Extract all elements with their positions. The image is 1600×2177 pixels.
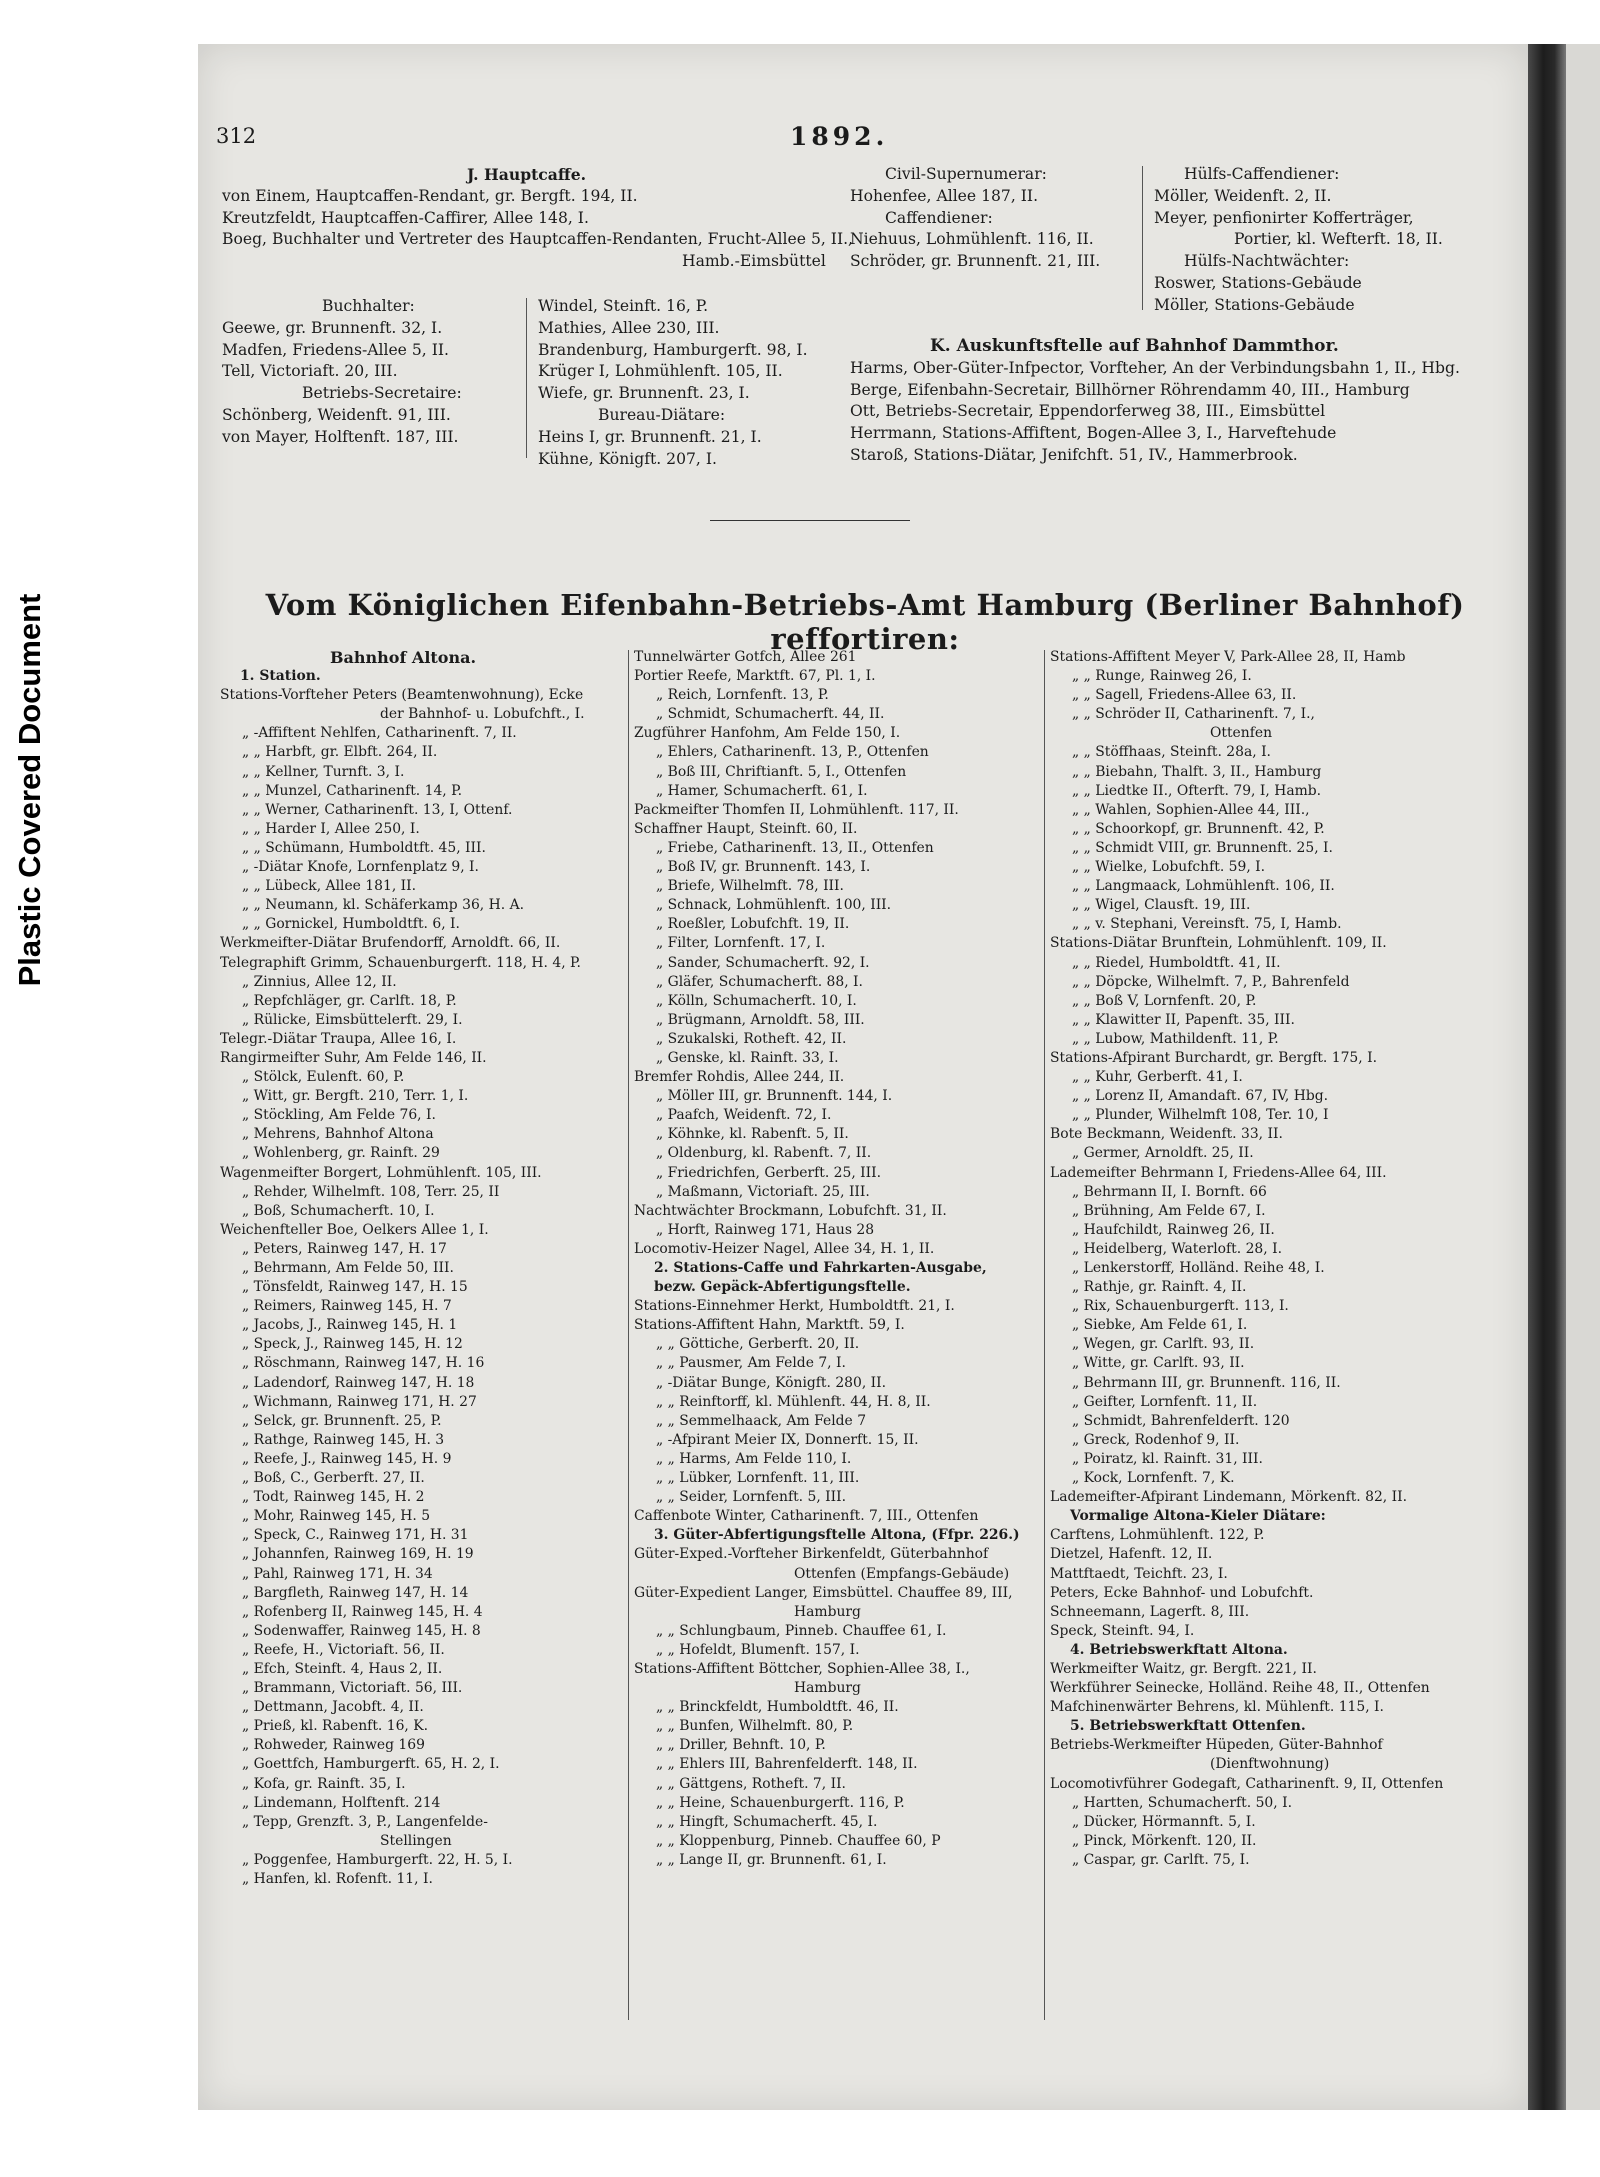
- list-item: Stations-Diätar Brunftein, Lohmühlenft. 109, II.: [1050, 935, 1387, 952]
- list-item: „ Kock, Lornfenft. 7, K.: [1072, 1470, 1235, 1487]
- list-item: Stations-Affiftent Meyer V, Park-Allee 28, II, Hamb: [1050, 649, 1406, 665]
- list-item: „ Oldenburg, kl. Rabenft. 7, II.: [656, 1145, 872, 1162]
- list-item: Roswer, Stations-Gebäude: [1154, 273, 1362, 292]
- list-item: Madfen, Friedens-Allee 5, II.: [222, 340, 449, 359]
- list-item: „ „ Boß V, Lornfenft. 20, P.: [1072, 992, 1257, 1009]
- list-item: „ Briefe, Wilhelmft. 78, III.: [656, 878, 844, 895]
- list-item: Brandenburg, Hamburgerft. 98, I.: [538, 340, 808, 359]
- list-item: „ „ Schlungbaum, Pinneb. Chauffee 61, I.: [656, 1622, 947, 1639]
- list-item: „ „ Seider, Lornfenft. 5, III.: [656, 1489, 847, 1506]
- facing-page-edge: [1566, 44, 1600, 2110]
- list-item: „ „ Langmaack, Lohmühlenft. 106, II.: [1072, 878, 1335, 895]
- list-item: Mathies, Allee 230, III.: [538, 318, 720, 337]
- list-item: „ „ Gättgens, Rotheft. 7, II.: [656, 1775, 846, 1792]
- list-item: „ „ Kuhr, Gerberft. 41, I.: [1072, 1069, 1243, 1086]
- group-heading: Betriebs-Secretaire:: [302, 384, 462, 403]
- list-item-continuation: Ottenfen (Empfangs-Gebäude): [794, 1565, 1010, 1582]
- list-item: „ „ Kloppenburg, Pinneb. Chauffee 60, P: [656, 1832, 941, 1849]
- section-heading: J. Hauptcaffe.: [467, 165, 587, 184]
- list-item: Portier Reefe, Marktft. 67, Pl. 1, I.: [634, 668, 876, 685]
- list-item: „ „ Schmidt VIII, gr. Brunnenft. 25, I.: [1072, 839, 1333, 856]
- list-item: „ Johannfen, Rainweg 169, H. 19: [242, 1546, 474, 1563]
- list-item: „ Ladendorf, Rainweg 147, H. 18: [242, 1374, 475, 1391]
- list-item: Windel, Steinft. 16, P.: [538, 297, 709, 315]
- supernumerar-section: [850, 164, 1100, 273]
- auskunftsstelle-section: [850, 336, 1460, 467]
- list-item: „ Röschmann, Rainweg 147, H. 16: [242, 1355, 485, 1372]
- list-item: „ Rehder, Wilhelmft. 108, Terr. 25, II: [242, 1183, 500, 1200]
- list-item: „ Poiratz, kl. Rainft. 31, III.: [1072, 1450, 1263, 1467]
- list-item: „ Horft, Rainweg 171, Haus 28: [656, 1221, 875, 1238]
- list-item: Staroß, Stations-Diätar, Jenifchft. 51, IV., Hammerbrook.: [850, 445, 1298, 464]
- list-item: „ „ v. Stephani, Vereinsft. 75, I, Hamb.: [1072, 916, 1342, 933]
- list-item: Stations-Affiftent Böttcher, Sophien-Allee 38, I.,: [634, 1660, 970, 1677]
- list-item: „ Pahl, Rainweg 171, H. 34: [242, 1565, 433, 1582]
- list-item: „ Witt, gr. Bergft. 210, Terr. 1, I.: [242, 1088, 469, 1105]
- list-item: Lademeifter Behrmann I, Friedens-Allee 64, III.: [1050, 1164, 1387, 1181]
- group-heading: Hülfs-Nachtwächter:: [1184, 252, 1350, 271]
- staff-column-3: [1050, 648, 1443, 1870]
- subsection-heading: 2. Stations-Caffe und Fahrkarten-Ausgabe,: [654, 1260, 987, 1276]
- list-item: Schneemann, Lagerft. 8, III.: [1050, 1603, 1250, 1620]
- list-item: „ Mehrens, Bahnhof Altona: [242, 1126, 434, 1143]
- list-item: „ Hanfen, kl. Rofenft. 11, I.: [242, 1871, 433, 1887]
- hauptcasse-section: [222, 164, 853, 273]
- list-item: Hamb.-Eimsbüttel: [682, 252, 826, 271]
- list-item: „ Bargfleth, Rainweg 147, H. 14: [242, 1584, 469, 1601]
- list-item: „ Maßmann, Victoriaft. 25, III.: [656, 1183, 870, 1200]
- list-item: „ Hartten, Schumacherft. 50, I.: [1072, 1794, 1292, 1811]
- list-item: „ Repfchläger, gr. Carlft. 18, P.: [242, 992, 457, 1009]
- list-item: „ Heidelberg, Waterloft. 28, I.: [1072, 1240, 1282, 1257]
- list-item: „ „ Hingft, Schumacherft. 45, I.: [656, 1813, 878, 1830]
- list-item: „ -Diätar Bunge, Königft. 280, II.: [656, 1374, 887, 1391]
- list-item: Kühne, Königft. 207, I.: [538, 449, 717, 468]
- list-item: „ Szukalski, Rotheft. 42, II.: [656, 1030, 847, 1047]
- subsection-heading: 5. Betriebswerkftatt Ottenfen.: [1070, 1718, 1306, 1735]
- list-item: Telegr.-Diätar Traupa, Allee 16, I.: [220, 1030, 457, 1047]
- group-heading: Bureau-Diätare:: [598, 405, 726, 424]
- list-item: „ Behrmann III, gr. Brunnenft. 116, II.: [1072, 1374, 1341, 1391]
- list-item: Hohenfee, Allee 187, II.: [850, 186, 1039, 205]
- list-item: „ Todt, Rainweg 145, H. 2: [242, 1489, 425, 1506]
- plastic-cover-label: Plastic Covered Document: [12, 593, 47, 987]
- list-item: Werkmeifter Waitz, gr. Bergft. 221, II.: [1050, 1660, 1317, 1677]
- column-divider: [628, 650, 629, 2020]
- list-item: „ Geifter, Lornfenft. 11, II.: [1072, 1393, 1258, 1410]
- list-item: Berge, Eifenbahn-Secretair, Billhörner Röhrendamm 40, III., Hamburg: [850, 380, 1410, 399]
- list-item: „ Schmidt, Schumacherft. 44, II.: [656, 706, 885, 723]
- list-item: „ Tepp, Grenzft. 3, P., Langenfelde-: [242, 1813, 488, 1830]
- list-item: „ „ Lübeck, Allee 181, II.: [242, 878, 417, 895]
- list-item: „ „ Heine, Schauenburgerft. 116, P.: [656, 1794, 905, 1811]
- list-item: „ Caspar, gr. Carlft. 75, I.: [1072, 1851, 1250, 1868]
- list-item: Möller, Weidenft. 2, II.: [1154, 186, 1332, 205]
- list-item: „ Behrmann, Am Felde 50, III.: [242, 1260, 454, 1276]
- list-item: „ Germer, Arnoldft. 25, II.: [1072, 1145, 1254, 1162]
- list-item: „ „ Brinckfeldt, Humboldtft. 46, II.: [656, 1699, 899, 1716]
- list-item: „ „ Kellner, Turnft. 3, I.: [242, 763, 405, 780]
- list-item: Stations-Afpirant Burchardt, gr. Bergft. 175, I.: [1050, 1049, 1378, 1066]
- list-item: „ Brammann, Victoriaft. 56, III.: [242, 1680, 463, 1697]
- list-item: „ Rohweder, Rainweg 169: [242, 1737, 425, 1754]
- list-item: Meyer, penfionirter Kofferträger,: [1154, 208, 1414, 227]
- list-item: „ Rathge, Rainweg 145, H. 3: [242, 1431, 445, 1448]
- group-heading: Civil-Supernumerar:: [885, 165, 1047, 183]
- list-item: „ „ Döpcke, Wilhelmft. 7, P., Bahrenfeld: [1072, 973, 1350, 990]
- list-item: Heins I, gr. Brunnenft. 21, I.: [538, 427, 762, 446]
- list-item: Locomotivführer Godegaft, Catharinenft. 9, II, Ottenfen: [1050, 1775, 1444, 1792]
- list-item: Wagenmeifter Borgert, Lohmühlenft. 105, III.: [220, 1164, 542, 1181]
- list-item: Carftens, Lohmühlenft. 122, P.: [1050, 1527, 1265, 1544]
- list-item: Mattftaedt, Teichft. 23, I.: [1050, 1565, 1228, 1582]
- list-item: „ Mohr, Rainweg 145, H. 5: [242, 1508, 431, 1525]
- list-item-continuation: (Dienftwohnung): [1210, 1756, 1330, 1773]
- group-heading: Caffendiener:: [885, 208, 993, 227]
- list-item: „ „ Schröder II, Catharinenft. 7, I.,: [1072, 706, 1315, 723]
- list-item: Geewe, gr. Brunnenft. 32, I.: [222, 318, 443, 337]
- list-item: Zugführer Hanfohm, Am Felde 150, I.: [634, 725, 901, 742]
- list-item: Harms, Ober-Güter-Infpector, Vorfteher, An der Verbindungsbahn 1, II., Hbg.: [850, 358, 1460, 377]
- list-item: „ Boß III, Chriftianft. 5, I., Ottenfen: [656, 763, 907, 780]
- list-item: Caffenbote Winter, Catharinenft. 7, III., Ottenfen: [634, 1508, 979, 1525]
- list-item: „ „ Werner, Catharinenft. 13, I, Ottenf.: [242, 801, 513, 818]
- list-item: „ Behrmann II, I. Bornft. 66: [1072, 1183, 1267, 1200]
- list-item: Wiefe, gr. Brunnenft. 23, I.: [538, 384, 750, 403]
- list-item: Telegraphift Grimm, Schauenburgerft. 118, H. 4, P.: [220, 954, 581, 971]
- buchhalter-list: [222, 296, 462, 449]
- caffendiener-section: [1154, 164, 1443, 317]
- list-item: Tunnelwärter Gotfch, Allee 261: [634, 649, 857, 665]
- list-item: „ Dücker, Hörmannft. 5, I.: [1072, 1813, 1256, 1830]
- list-item: Werkführer Seinecke, Holländ. Reihe 48, II., Ottenfen: [1050, 1680, 1430, 1697]
- list-item: „ Gläfer, Schumacherft. 88, I.: [656, 973, 863, 990]
- list-item: „ „ Schoorkopf, gr. Brunnenft. 42, P.: [1072, 820, 1325, 837]
- list-item: „ Pinck, Mörkenft. 120, II.: [1072, 1832, 1257, 1849]
- list-item: „ Sodenwaffer, Rainweg 145, H. 8: [242, 1622, 481, 1639]
- section-heading: Bahnhof Altona.: [330, 648, 477, 667]
- list-item: „ Rülicke, Eimsbüttelerft. 29, I.: [242, 1011, 463, 1028]
- list-item: „ „ Lorenz II, Amandaft. 67, IV, Hbg.: [1072, 1088, 1329, 1105]
- list-item: „ Boß, C., Gerberft. 27, II.: [242, 1470, 425, 1487]
- list-item: „ Ehlers, Catharinenft. 13, P., Ottenfen: [656, 744, 929, 761]
- list-item: „ Lindemann, Holftenft. 214: [242, 1794, 441, 1811]
- list-item: „ Wegen, gr. Carlft. 93, II.: [1072, 1336, 1255, 1353]
- list-item: „ Poggenfee, Hamburgerft. 22, H. 5, I.: [242, 1851, 513, 1868]
- list-item: „ „ Harbft, gr. Elbft. 264, II.: [242, 744, 438, 761]
- list-item: „ Stölck, Eulenft. 60, P.: [242, 1069, 405, 1086]
- list-item: „ „ Schümann, Humboldtft. 45, III.: [242, 839, 486, 856]
- list-item: „ Prieß, kl. Rabenft. 16, K.: [242, 1718, 429, 1735]
- list-item: „ „ Klawitter II, Papenft. 35, III.: [1072, 1011, 1295, 1028]
- list-item: „ „ Semmelhaack, Am Felde 7: [656, 1412, 867, 1429]
- list-item: „ Kölln, Schumacherft. 10, I.: [656, 992, 857, 1009]
- list-item: „ „ Sagell, Friedens-Allee 63, II.: [1072, 687, 1297, 704]
- list-item: Stations-Einnehmer Herkt, Humboldtft. 21, I.: [634, 1298, 955, 1315]
- list-item: „ Selck, gr. Brunnenft. 25, P.: [242, 1412, 442, 1429]
- list-item: „ Efch, Steinft. 4, Haus 2, II.: [242, 1660, 443, 1677]
- list-item: „ „ Wigel, Clausft. 19, III.: [1072, 897, 1251, 914]
- list-item: „ Witte, gr. Carlft. 93, II.: [1072, 1355, 1245, 1372]
- list-item: „ Reefe, H., Victoriaft. 56, II.: [242, 1641, 445, 1658]
- subsection-heading: 4. Betriebswerkftatt Altona.: [1070, 1641, 1288, 1658]
- list-item: „ „ Lübker, Lornfenft. 11, III.: [656, 1470, 860, 1487]
- list-item: „ Friedrichfen, Gerberft. 25, III.: [656, 1164, 882, 1181]
- list-item: „ „ Liedtke II., Ofterft. 79, I, Hamb.: [1072, 782, 1322, 799]
- list-item: „ Dettmann, Jacobft. 4, II.: [242, 1699, 424, 1716]
- list-item: „ Schmidt, Bahrenfelderft. 120: [1072, 1412, 1290, 1429]
- list-item: „ Reimers, Rainweg 145, H. 7: [242, 1298, 452, 1315]
- list-item: „ „ Harder I, Allee 250, I.: [242, 820, 420, 837]
- list-item: Werkmeifter-Diätar Brufendorff, Arnoldft. 66, II.: [220, 935, 561, 952]
- list-item: „ „ Riedel, Humboldtft. 41, II.: [1072, 954, 1281, 971]
- list-item: „ „ Wielke, Lobufchft. 59, I.: [1072, 859, 1266, 876]
- list-item: Kreutzfeldt, Hauptcaffen-Caffirer, Allee 148, I.: [222, 208, 589, 227]
- list-item: Ott, Betriebs-Secretair, Eppendorferweg 38, III., Eimsbüttel: [850, 402, 1326, 421]
- list-item: „ „ Runge, Rainweg 26, I.: [1072, 668, 1252, 685]
- section-divider: [710, 520, 910, 521]
- list-item: „ Jacobs, J., Rainweg 145, H. 1: [242, 1317, 458, 1334]
- list-item: „ Siebke, Am Felde 61, I.: [1072, 1317, 1248, 1334]
- list-item: Packmeifter Thomfen II, Lohmühlenft. 117, II.: [634, 801, 959, 818]
- list-item: Güter-Exped.-Vorfteher Birkenfeldt, Güterbahnhof: [634, 1546, 989, 1563]
- list-item: Nachtwächter Brockmann, Lobufchft. 31, II.: [634, 1202, 947, 1219]
- list-item: Stations-Affiftent Hahn, Marktft. 59, I.: [634, 1317, 905, 1334]
- list-item: Herrmann, Stations-Affiftent, Bogen-Allee 3, I., Harveftehude: [850, 424, 1337, 443]
- column-divider: [526, 298, 527, 458]
- main-title: Vom Königlichen Eifenbahn-Betriebs-Amt Hamburg (Berliner Bahnhof) reffortiren:: [265, 588, 1465, 656]
- list-item: „ Schnack, Lohmühlenft. 100, III.: [656, 897, 892, 914]
- list-item-continuation: Stellingen: [380, 1832, 452, 1849]
- list-item: Krüger I, Lohmühlenft. 105, II.: [538, 362, 783, 381]
- list-item: „ Speck, J., Rainweg 145, H. 12: [242, 1336, 463, 1353]
- list-item: „ Boß, Schumacherft. 10, I.: [242, 1202, 435, 1219]
- list-item: „ „ Driller, Behnft. 10, P.: [656, 1737, 826, 1754]
- list-item: „ „ Biebahn, Thalft. 3, II., Hamburg: [1072, 763, 1322, 780]
- list-item: „ Brühning, Am Felde 67, I.: [1072, 1202, 1266, 1219]
- list-item: „ Lenkerstorff, Holländ. Reihe 48, I.: [1072, 1260, 1325, 1276]
- list-item: „ Reefe, J., Rainweg 145, H. 9: [242, 1450, 452, 1467]
- list-item: Schönberg, Weidenft. 91, III.: [222, 405, 451, 424]
- book-spine: [1528, 44, 1566, 2110]
- group-heading: Hülfs-Caffendiener:: [1184, 165, 1340, 183]
- page-number: 312: [216, 124, 257, 148]
- buchhalter-list-continued: [538, 296, 808, 470]
- list-item: „ Genske, kl. Rainft. 33, I.: [656, 1049, 839, 1066]
- list-item: „ Stöckling, Am Felde 76, I.: [242, 1107, 436, 1124]
- list-item-continuation: Hamburg: [794, 1680, 861, 1697]
- list-item: „ „ Reinftorff, kl. Mühlenft. 44, H. 8, II.: [656, 1393, 931, 1410]
- section-heading: K. Auskunftsftelle auf Bahnhof Dammthor.: [930, 336, 1339, 356]
- staff-column-2: [634, 648, 1020, 1870]
- list-item: „ Sander, Schumacherft. 92, I.: [656, 954, 870, 971]
- list-item: „ Filter, Lornfenft. 17, I.: [656, 935, 826, 952]
- list-item: „ Rix, Schauenburgerft. 113, I.: [1072, 1298, 1289, 1315]
- list-item: „ Brügmann, Arnoldft. 58, III.: [656, 1011, 865, 1028]
- list-item: Dietzel, Hafenft. 12, II.: [1050, 1546, 1213, 1563]
- subsection-heading: bezw. Gepäck-Abfertigungsftelle.: [654, 1279, 911, 1296]
- list-item-continuation: der Bahnhof- u. Lobufchft., I.: [380, 706, 585, 723]
- list-item: „ Hamer, Schumacherft. 61, I.: [656, 782, 868, 799]
- subsection-heading: 3. Güter-Abfertigungsftelle Altona, (Ffpr. 226.): [654, 1527, 1020, 1544]
- column-divider: [1044, 650, 1045, 2020]
- list-item: Stations-Vorfteher Peters (Beamtenwohnung), Ecke: [220, 687, 584, 704]
- list-item: Bremfer Rohdis, Allee 244, II.: [634, 1069, 845, 1086]
- list-item: „ Roeßler, Lobufchft. 19, II.: [656, 916, 850, 933]
- list-item: Tell, Victoriaft. 20, III.: [222, 362, 398, 381]
- list-item: „ Rathje, gr. Rainft. 4, II.: [1072, 1279, 1247, 1296]
- list-item: Schröder, gr. Brunnenft. 21, III.: [850, 252, 1101, 271]
- list-item: „ Rofenberg II, Rainweg 145, H. 4: [242, 1603, 483, 1620]
- list-item: Locomotiv-Heizer Nagel, Allee 34, H. 1, II.: [634, 1240, 935, 1257]
- list-item: „ Köhnke, kl. Rabenft. 5, II.: [656, 1126, 849, 1143]
- subsection-heading: Vormalige Altona-Kieler Diätare:: [1070, 1508, 1326, 1525]
- list-item: Niehuus, Lohmühlenft. 116, II.: [850, 230, 1094, 249]
- year-heading: 1892.: [790, 122, 889, 151]
- list-item: „ Kofa, gr. Rainft. 35, I.: [242, 1775, 406, 1792]
- list-item: „ „ Wahlen, Sophien-Allee 44, III.,: [1072, 801, 1310, 818]
- list-item: Güter-Expedient Langer, Eimsbüttel. Chauffee 89, III,: [634, 1584, 1013, 1601]
- list-item: „ Speck, C., Rainweg 171, H. 31: [242, 1527, 469, 1544]
- list-item: „ „ Ehlers III, Bahrenfelderft. 148, II.: [656, 1756, 918, 1773]
- list-item: „ -Affiftent Nehlfen, Catharinenft. 7, II.: [242, 725, 517, 742]
- list-item: „ Greck, Rodenhof 9, II.: [1072, 1431, 1240, 1448]
- group-heading: Buchhalter:: [322, 297, 415, 315]
- list-item: „ „ Neumann, kl. Schäferkamp 36, H. A.: [242, 897, 525, 914]
- list-item: „ „ Stöffhaas, Steinft. 28a, I.: [1072, 744, 1271, 761]
- list-item-continuation: Hamburg: [794, 1603, 861, 1620]
- list-item: „ Paafch, Weidenft. 72, I.: [656, 1107, 832, 1124]
- list-item: „ „ Göttiche, Gerberft. 20, II.: [656, 1336, 860, 1353]
- list-item: „ Haufchildt, Rainweg 26, II.: [1072, 1221, 1275, 1238]
- list-item: „ Möller III, gr. Brunnenft. 144, I.: [656, 1088, 893, 1105]
- list-item: „ -Afpirant Meier IX, Donnerft. 15, II.: [656, 1431, 919, 1448]
- list-item: „ Friebe, Catharinenft. 13, II., Ottenfen: [656, 839, 934, 856]
- list-item: „ „ Lange II, gr. Brunnenft. 61, I.: [656, 1851, 887, 1868]
- list-item: Betriebs-Werkmeifter Hüpeden, Güter-Bahnhof: [1050, 1737, 1383, 1754]
- list-item: Portier, kl. Wefterft. 18, II.: [1234, 230, 1443, 249]
- list-item: „ „ Harms, Am Felde 110, I.: [656, 1450, 852, 1467]
- list-item: Schaffner Haupt, Steinft. 60, II.: [634, 820, 858, 837]
- list-item: Lademeifter-Afpirant Lindemann, Mörkenft. 82, II.: [1050, 1489, 1408, 1506]
- list-item: Möller, Stations-Gebäude: [1154, 295, 1355, 314]
- list-item: „ -Diätar Knofe, Lornfenplatz 9, I.: [242, 859, 479, 876]
- list-item: Bote Beckmann, Weidenft. 33, II.: [1050, 1126, 1283, 1143]
- subsection-heading: 1. Station.: [240, 668, 321, 685]
- list-item: von Einem, Hauptcaffen-Rendant, gr. Bergft. 194, II.: [222, 186, 638, 205]
- list-item: „ Goettfch, Hamburgerft. 65, H. 2, I.: [242, 1756, 500, 1773]
- list-item: „ „ Gornickel, Humboldtft. 6, I.: [242, 916, 460, 933]
- list-item: Weichenfteller Boe, Oelkers Allee 1, I.: [220, 1221, 489, 1238]
- list-item-continuation: Ottenfen: [1210, 725, 1273, 742]
- list-item: „ „ Plunder, Wilhelmft 108, Ter. 10, I: [1072, 1107, 1329, 1124]
- list-item: „ Wohlenberg, gr. Rainft. 29: [242, 1145, 440, 1162]
- list-item: „ „ Lubow, Mathildenft. 11, P.: [1072, 1030, 1279, 1047]
- list-item: Mafchinenwärter Behrens, kl. Mühlenft. 115, I.: [1050, 1699, 1384, 1716]
- list-item: „ „ Munzel, Catharinenft. 14, P.: [242, 782, 463, 799]
- list-item: von Mayer, Holftenft. 187, III.: [222, 427, 459, 446]
- list-item: Peters, Ecke Bahnhof- und Lobufchft.: [1050, 1584, 1314, 1601]
- list-item: Speck, Steinft. 94, I.: [1050, 1622, 1195, 1639]
- list-item: „ Boß IV, gr. Brunnenft. 143, I.: [656, 859, 871, 876]
- list-item: „ Wichmann, Rainweg 171, H. 27: [242, 1393, 477, 1410]
- list-item: „ Tönsfeldt, Rainweg 147, H. 15: [242, 1279, 468, 1296]
- list-item: „ „ Bunfen, Wilhelmft. 80, P.: [656, 1718, 854, 1735]
- list-item: „ „ Pausmer, Am Felde 7, I.: [656, 1355, 846, 1372]
- list-item: „ Zinnius, Allee 12, II.: [242, 973, 397, 990]
- list-item: „ Reich, Lornfenft. 13, P.: [656, 687, 829, 704]
- list-item: „ „ Hofeldt, Blumenft. 157, I.: [656, 1641, 860, 1658]
- list-item: „ Peters, Rainweg 147, H. 17: [242, 1240, 447, 1257]
- list-item: Rangirmeifter Suhr, Am Felde 146, II.: [220, 1049, 487, 1066]
- altona-station-column: [220, 648, 585, 1889]
- column-divider: [1142, 166, 1143, 310]
- list-item: Boeg, Buchhalter und Vertreter des Hauptcaffen-Rendanten, Frucht-Allee 5, II.,: [222, 230, 854, 249]
